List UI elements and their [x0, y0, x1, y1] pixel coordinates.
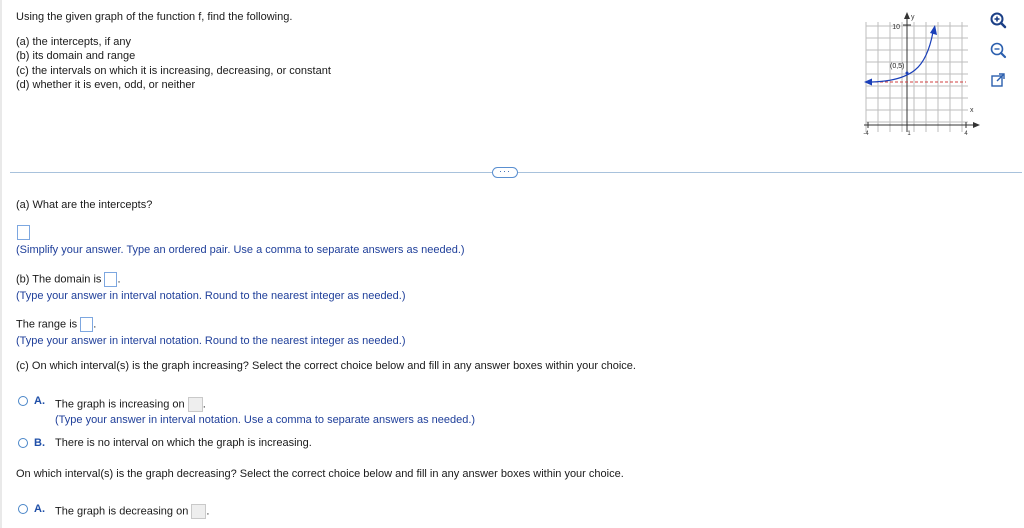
y-axis-label: y — [911, 14, 915, 21]
popout-icon[interactable] — [988, 70, 1008, 90]
function-graph[interactable] — [860, 8, 986, 136]
domain-question — [16, 272, 121, 287]
decreasing-answer-box[interactable] — [191, 504, 206, 519]
problem-part-b: (b) its domain and range — [16, 50, 136, 62]
x-tick-1-label: 1 — [907, 131, 911, 136]
increasing-question: (c) On which interval(s) is the graph increasing? Select the correct choice below and fill in any answer boxes within your choice. — [16, 360, 636, 372]
increasing-period: . — [202, 398, 206, 411]
domain-period: . — [117, 273, 121, 286]
increasing-option-a-text: The graph is increasing on — [55, 398, 185, 411]
increasing-option-a-letter: A. — [34, 395, 45, 407]
domain-hint: (Type your answer in interval notation. Round to the nearest integer as needed.) — [16, 290, 406, 302]
x-axis-arrow — [973, 122, 980, 128]
increasing-option-a — [55, 397, 206, 412]
range-answer-box[interactable] — [80, 317, 93, 332]
decreasing-option-a — [55, 504, 209, 519]
domain-prefix: (b) The domain is — [16, 273, 102, 286]
zoom-in-icon[interactable] — [988, 10, 1008, 30]
x-tick-neg4-label: -4 — [863, 131, 869, 136]
graph-grid — [866, 22, 968, 132]
question-a-label: (a) What are the intercepts? — [16, 199, 153, 211]
point-0-5 — [906, 72, 909, 75]
decreasing-option-a-letter: A. — [34, 503, 45, 515]
decreasing-option-a-radio[interactable] — [18, 504, 28, 514]
problem-prompt: Using the given graph of the function f, find the following. — [16, 11, 293, 23]
x-axis-label: x — [970, 107, 974, 114]
left-edge — [0, 0, 2, 528]
range-period: . — [93, 318, 97, 331]
increasing-option-b-letter: B. — [34, 437, 45, 449]
problem-part-c: (c) the intervals on which it is increasing, decreasing, or constant — [16, 65, 331, 77]
x-tick-4-label: 4 — [964, 131, 968, 136]
increasing-option-b-radio[interactable] — [18, 438, 28, 448]
increasing-option-a-hint: (Type your answer in interval notation. Use a comma to separate answers as needed.) — [55, 414, 476, 426]
y-tick-10-label: 10 — [892, 24, 900, 31]
question-a-hint: (Simplify your answer. Type an ordered pair. Use a comma to separate answers as needed.) — [16, 244, 465, 256]
domain-answer-box[interactable] — [104, 272, 117, 287]
decreasing-period: . — [206, 505, 210, 518]
y-axis-arrow — [904, 12, 910, 19]
increasing-option-a-radio[interactable] — [18, 396, 28, 406]
decreasing-question: On which interval(s) is the graph decreasing? Select the correct choice below and fill in any answer boxes within your choice. — [16, 468, 624, 480]
range-question — [16, 317, 96, 332]
point-label: (0,5) — [890, 63, 905, 70]
intercepts-answer-box[interactable] — [17, 225, 30, 240]
increasing-answer-box[interactable] — [188, 397, 203, 412]
increasing-option-b-text: There is no interval on which the graph is increasing. — [55, 437, 312, 449]
problem-part-a: (a) the intercepts, if any — [16, 36, 131, 48]
range-hint: (Type your answer in interval notation. Round to the nearest integer as needed.) — [16, 335, 406, 347]
more-button[interactable]: ··· — [492, 167, 518, 178]
problem-part-d: (d) whether it is even, odd, or neither — [16, 79, 196, 91]
zoom-out-icon[interactable] — [988, 40, 1008, 60]
range-prefix: The range is — [16, 318, 78, 331]
decreasing-option-a-text: The graph is decreasing on — [55, 505, 189, 518]
curve-left-arrow — [864, 79, 872, 86]
